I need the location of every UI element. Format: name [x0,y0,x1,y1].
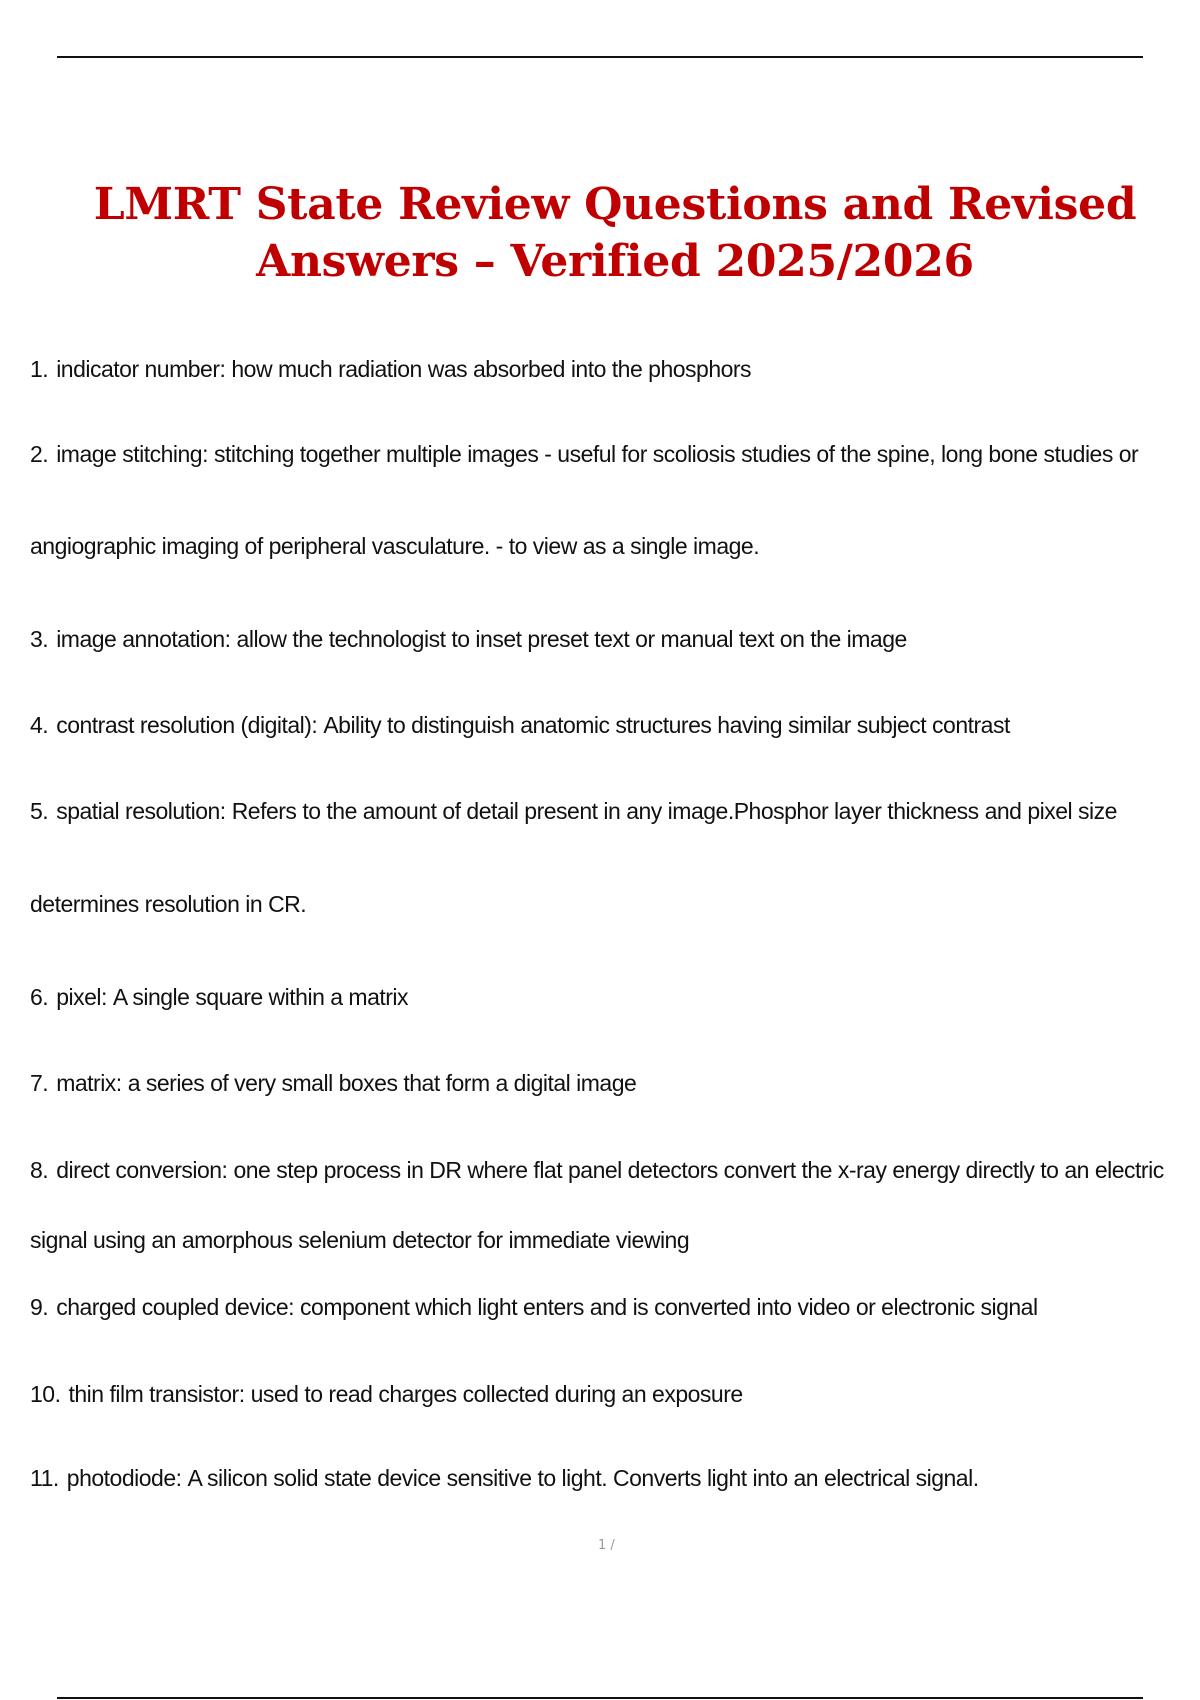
bottom-rule [57,1697,1143,1699]
list-item [30,798,1180,917]
list-item [30,441,1180,559]
page-number: 1 / [598,1538,615,1553]
item-number: 2. [30,441,49,467]
item-number: 3. [30,626,49,652]
list-item [30,984,1180,1010]
item-term: thin film transistor: [68,1381,245,1407]
item-definition: allow the technologist to inset preset text or manual text on the image [236,626,907,652]
item-term: photodiode: [66,1465,182,1491]
item-definition: component which light enters and is converted into video or electronic signal [300,1294,1038,1320]
item-definition: used to read charges collected during an exposure [250,1381,743,1407]
list-item [30,356,1180,382]
item-definition-continued: angiographic imaging of peripheral vasculature. - to view as a single image. [30,533,760,559]
title-line-2: Answers – Verified 2025/2026 [256,236,974,288]
item-number: 10. [30,1381,61,1407]
document-title [60,176,1170,290]
item-term: image annotation: [56,626,231,652]
item-definition: stitching together multiple images - useful for scoliosis studies of the spine, long bone studies or [214,441,1139,467]
list-item [30,1465,1180,1491]
item-term: pixel: [56,984,107,1010]
list-item [30,1157,1180,1253]
item-number: 5. [30,798,49,824]
item-definition: Refers to the amount of detail present in any image.Phosphor layer thickness and pixel size [231,798,1117,824]
item-number: 1. [30,356,49,382]
item-number: 8. [30,1157,49,1183]
item-number: 4. [30,712,49,738]
item-definition: a series of very small boxes that form a digital image [127,1070,637,1096]
item-definition-continued: signal using an amorphous selenium detector for immediate viewing [30,1227,690,1253]
item-definition: A silicon solid state device sensitive to light. Converts light into an electrical signal. [187,1465,979,1491]
item-term: indicator number: [56,356,226,382]
list-item [30,1381,1180,1407]
list-item [30,626,1180,652]
item-definition: one step process in DR where flat panel detectors convert the x-ray energy directly to an electric [233,1157,1164,1183]
top-rule [57,56,1143,58]
item-definition: A single square within a matrix [112,984,409,1010]
list-item [30,1294,1180,1320]
item-number: 9. [30,1294,49,1320]
item-definition: how much radiation was absorbed into the phosphors [231,356,752,382]
item-term: image stitching: [56,441,208,467]
item-term: spatial resolution: [56,798,226,824]
item-definition: Ability to distinguish anatomic structures having similar subject contrast [323,712,1010,738]
list-item [30,1070,1180,1096]
title-line-1: LMRT State Review Questions and Revised [93,179,1137,231]
item-term: matrix: [56,1070,122,1096]
item-definition-continued: determines resolution in CR. [30,891,307,917]
list-item [30,712,1180,738]
item-term: contrast resolution (digital): [56,712,318,738]
item-term: charged coupled device: [56,1294,295,1320]
item-number: 7. [30,1070,49,1096]
item-term: direct conversion: [56,1157,228,1183]
item-number: 11. [30,1465,59,1491]
item-number: 6. [30,984,49,1010]
